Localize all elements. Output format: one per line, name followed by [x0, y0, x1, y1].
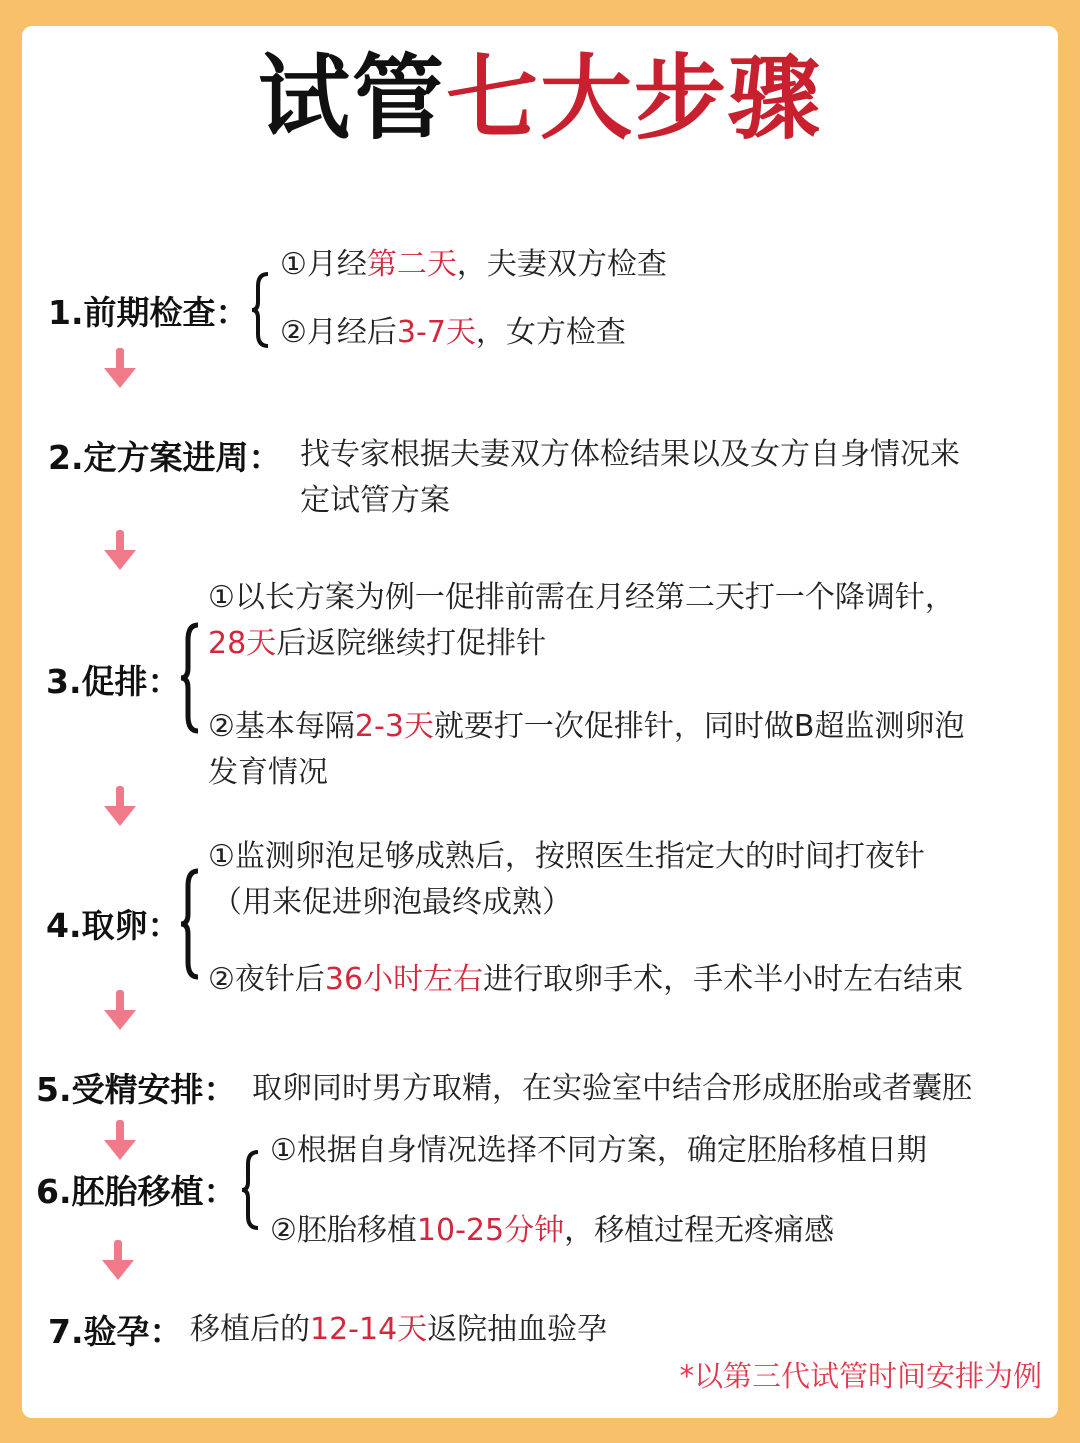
step2-label: 2.定方案进周： — [48, 438, 282, 477]
step6-item2-highlight: 10-25分钟 — [416, 1213, 565, 1248]
step3-item1-highlight: 28天 — [208, 626, 277, 661]
step2-line2: 定试管方案 — [300, 483, 450, 518]
step3-item2-highlight: 2-3天 — [354, 709, 434, 744]
step7-text-c: 返院抽血验孕 — [427, 1312, 608, 1347]
step1-item1-text-a: ①月经 — [280, 247, 367, 282]
step1-item2 — [280, 310, 626, 356]
step2-line1: 找专家根据夫妻双方体检结果以及女方自身情况来 — [300, 437, 960, 472]
step6-item2 — [270, 1208, 834, 1254]
step5-text: 取卵同时男方取精，在实验室中结合形成胚胎或者囊胚 — [252, 1071, 972, 1106]
step4-label: 4.取卵： — [46, 906, 181, 945]
left-brace-icon — [250, 272, 272, 348]
title-part2: 七大步骤 — [446, 45, 823, 152]
step4-item2-text-a: ②夜针后 — [208, 962, 325, 997]
step1-item1 — [280, 242, 667, 288]
footnote: *以第三代试管时间安排为例 — [679, 1359, 1042, 1393]
step6-label: 6.胚胎移植： — [36, 1172, 237, 1211]
step3-item2-text-a: ②基本每隔 — [208, 709, 355, 744]
step1-item2-text-a: ②月经后 — [280, 315, 397, 350]
step4-item2 — [208, 957, 963, 1003]
step7-label: 7.验孕： — [48, 1312, 183, 1351]
step3-label: 3.促排： — [46, 662, 181, 701]
title-part1: 试管 — [257, 45, 446, 152]
step1-item2-text-c: ，女方检查 — [475, 315, 626, 350]
step7-highlight: 12-14天 — [310, 1312, 428, 1347]
down-arrow-icon — [102, 530, 138, 574]
step1-item1-highlight: 第二天 — [366, 247, 457, 282]
step3-item1-text-c: 后返院继续打促排针 — [276, 626, 547, 661]
step3-item2-line1 — [208, 704, 965, 750]
step1-item2-highlight: 3-7天 — [396, 315, 476, 350]
down-arrow-icon — [102, 786, 138, 830]
page-title — [0, 44, 1080, 154]
left-brace-icon — [178, 622, 202, 734]
step4-item1-line1: ①监测卵泡足够成熟后，按照医生指定大的时间打夜针 — [208, 839, 925, 874]
down-arrow-icon — [102, 348, 138, 392]
left-brace-icon — [240, 1150, 262, 1230]
step6-item1: ①根据自身情况选择不同方案，确定胚胎移植日期 — [270, 1133, 927, 1168]
step4-item2-highlight: 36小时左右 — [324, 962, 484, 997]
step5-label: 5.受精安排： — [36, 1070, 237, 1109]
step3-item2-text-c: 就要打一次促排针，同时做B超监测卵泡 — [433, 709, 965, 744]
step4-item2-text-c: 进行取卵手术，手术半小时左右结束 — [483, 962, 964, 997]
step6-item2-text-c: ，移植过程无疼痛感 — [564, 1213, 835, 1248]
step1-label: 1.前期检查： — [48, 293, 249, 332]
down-arrow-icon — [100, 1240, 136, 1284]
step7-text-a: 移植后的 — [190, 1312, 310, 1347]
step7-text — [190, 1307, 607, 1353]
step6-item2-text-a: ②胚胎移植 — [270, 1213, 417, 1248]
step1-item1-text-c: ，夫妻双方检查 — [456, 247, 667, 282]
step3-item2-line2: 发育情况 — [208, 755, 328, 790]
down-arrow-icon — [102, 990, 138, 1034]
left-brace-icon — [178, 868, 202, 980]
step3-item1-line1: ①以长方案为例一促排前需在月经第二天打一个降调针， — [208, 580, 955, 615]
step4-item1-line2: （用来促进卵泡最终成熟） — [212, 885, 572, 920]
step3-item1-line2 — [208, 621, 546, 667]
down-arrow-icon — [102, 1120, 138, 1164]
